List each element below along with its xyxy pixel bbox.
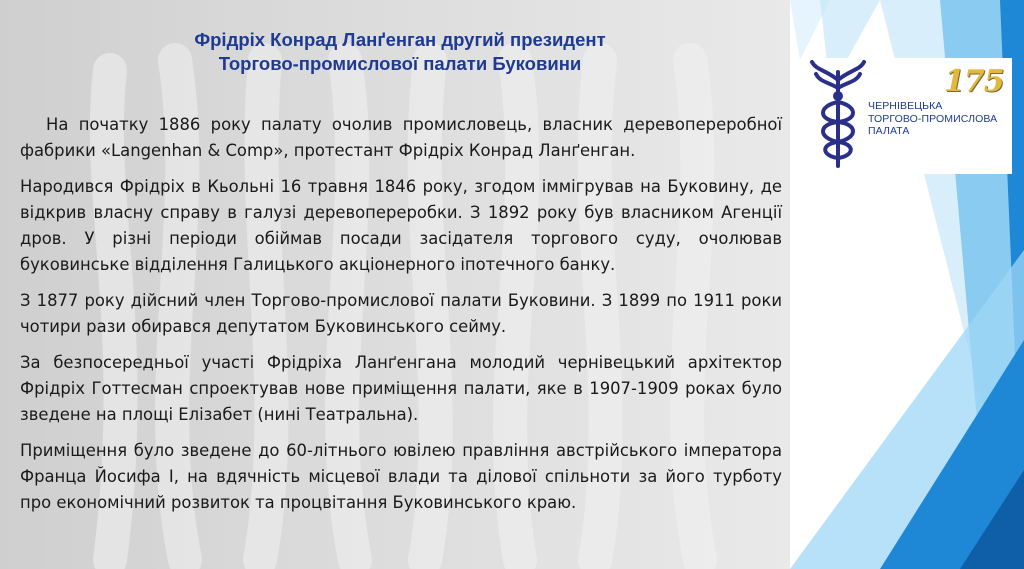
paragraph-5: Приміщення було зведене до 60-літнього ювілею правління австрійського імператора Франца Йосифа І, на вдячність місцевої влади та ділової спільноти за його турботу про економічний розвиток та процвітання Буковинського краю.	[20, 441, 782, 512]
anniversary-badge: 175	[944, 64, 1004, 99]
slide-title	[40, 28, 760, 76]
logo-line-3: ПАЛАТА	[868, 125, 910, 137]
chamber-logo	[808, 58, 1012, 174]
logo-text	[868, 100, 1008, 138]
logo-line-1: ЧЕРНІВЕЦЬКА	[868, 100, 943, 112]
paragraph-4: За безпосередньої участі Фрідріха Ланґенгана молодий чернівецький архітектор Фрідріх Готтесман спроектував нове приміщення палати, яке в 1907-1909 роках було зведене на площі Елізабет (нині Театральна).	[20, 353, 782, 424]
slide-body	[20, 112, 782, 526]
logo-line-2: ТОРГОВО-ПРОМИСЛОВА	[868, 112, 998, 125]
paragraph-1: На початку 1886 року палату очолив промисловець, власник деревопереробної фабрики «Langenhan & Comp», протестант Фрідріх Конрад Ланґенган.	[20, 115, 782, 160]
title-line-1: Фрідріх Конрад Ланґенган другий президент	[194, 29, 606, 50]
paragraph-2: Народився Фрідріх в Кьольні 16 травня 1846 року, згодом іммігрував на Буковину, де відкрив власну справу в галузі деревопереробки. З 1892 року був власником Агенції дров. У різні періоди обіймав посади засідателя торгового суду, очолював буковинське відділення Галицького акціонерного іпотечного банку.	[20, 177, 782, 274]
caduceus-icon	[808, 58, 868, 174]
paragraph-3: З 1877 року дійсний член Торгово-промислової палати Буковини. З 1899 по 1911 роки чотири рази обирався депутатом Буковинського сейму.	[20, 291, 782, 336]
title-line-2: Торгово-промислової палати Буковини	[218, 53, 582, 74]
